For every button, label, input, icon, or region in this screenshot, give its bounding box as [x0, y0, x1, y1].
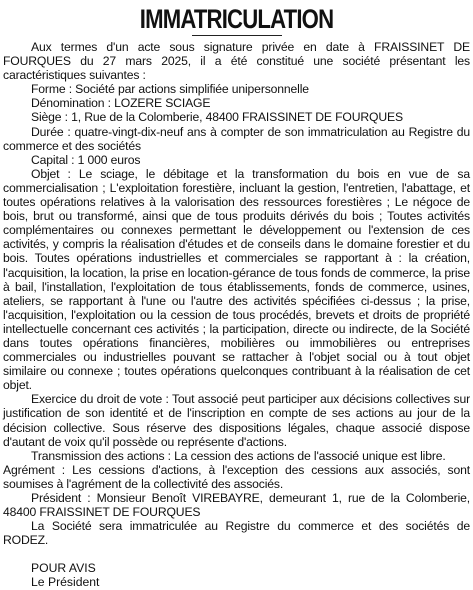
- duree-paragraph: Durée : quatre-vingt-dix-neuf ans à compter de son immatriculation au Registre du commerce et des sociétés: [3, 124, 470, 153]
- immatriculation-paragraph: La Société sera immatriculée au Registre du commerce et des sociétés de RODEZ.: [3, 519, 470, 548]
- agrement-paragraph: Agrément : Les cessions d'actions, à l'exception des cessions aux associés, sont soumises à l'agrément de la collectivité des associés.: [3, 462, 470, 491]
- notice-body: [3, 40, 470, 547]
- denomination-paragraph: Dénomination : LOZERE SCIAGE: [31, 96, 211, 111]
- droit-de-vote-paragraph: Exercice du droit de vote : Tout associé peut participer aux décisions collectives sur justification de son identité et de l'inscription en compte de ses actions au jour de la décision collective. Sous réserve des dispositions légales, chaque associé dispose d'autant de voix qu'il possède ou représente d'actions.: [3, 392, 470, 449]
- president-paragraph: Président : Monsieur Benoît VIREBAYRE, demeurant 1, rue de la Colomberie, 48400 FRAISSINET DE FOURQUES: [3, 491, 470, 520]
- objet-paragraph: Objet : Le sciage, le débitage et la transformation du bois en vue de sa commercialisation ; L'exploitation forestière, incluant la gestion, l'entretien, l'abattage, et toutes opérations relatives à la valorisation des ressources forestières ; Le négoce de bois, brut ou transformé, ainsi que de tous produits dérivés du bois ; Toutes activités complémentaires ou connexes permettant le développement ou l'extension de ces activités, y compris la réalisation d'études et de conseils dans le domaine forestier et du bois. Toutes opérations industrielles et commerciales se rapportant à : la création, l'acquisition, la location, la prise en location-gérance de tous fonds de commerce, la prise à bail, l'installation, l'exploitation de tous établissements, fonds de commerce, usines, ateliers, se rapportant à l'une ou l'autre des activités spécifiées ci-dessus ; la prise, l'acquisition, l'exploitation ou la cession de tous procédés, brevets et droits de propriété intellectuelle concernant ces activités ; la participation, directe ou indirecte, de la Société dans toutes opérations financières, mobilières ou immobilières ou entreprises commerciales ou industrielles pouvant se rattacher à l'objet social ou à tout objet similaire ou connexe ; toutes opérations quelconques contribuant à la réalisation de cet objet.: [3, 166, 470, 393]
- pour-avis-line: POUR AVIS: [31, 561, 96, 576]
- intro-paragraph: Aux termes d'un acte sous signature privée en date à FRAISSINET DE FOURQUES du 27 mars 2025, il a été constitué une société présentant les caractéristiques suivantes :: [3, 40, 470, 83]
- forme-paragraph: Forme : Société par actions simplifiée unipersonnelle: [31, 82, 309, 97]
- title-underline-divider: [192, 35, 282, 36]
- signatory-line: Le Président: [31, 575, 100, 590]
- closing-signature: [3, 561, 470, 589]
- transmission-paragraph: Transmission des actions : La cession des actions de l'associé unique est libre.: [31, 448, 446, 463]
- notice-title: IMMATRICULATION: [139, 4, 334, 34]
- capital-paragraph: Capital : 1 000 euros: [31, 152, 141, 167]
- siege-paragraph: Siège : 1, Rue de la Colomberie, 48400 FRAISSINET DE FOURQUES: [31, 110, 403, 125]
